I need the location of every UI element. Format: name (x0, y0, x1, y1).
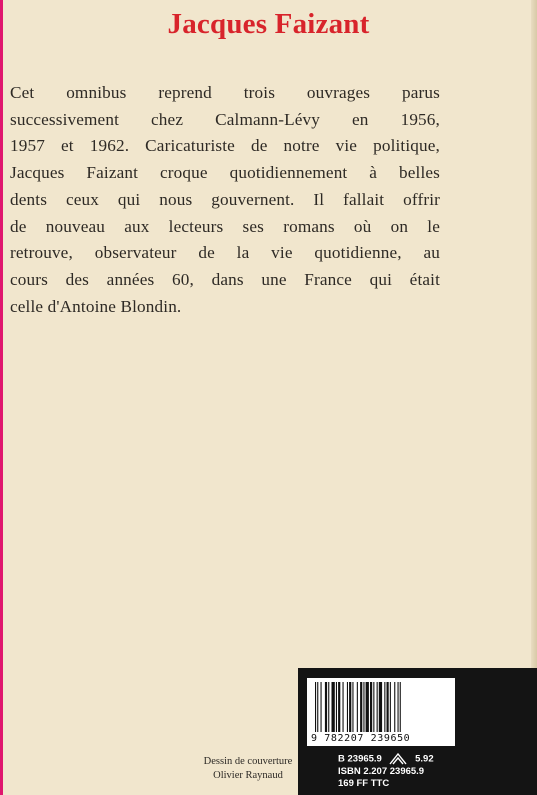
publisher-logo-icon (388, 753, 408, 765)
barcode-bars (315, 682, 447, 732)
cover-credit (193, 755, 303, 783)
barcode-digits: 9 782207 239650 (311, 733, 411, 744)
blurb-line: successivement chez Calmann-Lévy en 1956, (10, 109, 440, 129)
secondary-code: 5.92 (415, 753, 434, 765)
blurb-line: cours des années 60, dans une France qui était (10, 269, 440, 289)
blurb-line: de nouveau aux lecteurs ses romans où on le (10, 216, 440, 236)
barcode-panel (298, 668, 537, 795)
ref-row (338, 753, 528, 766)
ref-code: B 23965.9 (338, 753, 382, 765)
isbn: ISBN 2.207 23965.9 (338, 765, 425, 777)
blurb-line: retrouve, observateur de la vie quotidienne, au (10, 243, 440, 263)
credit-label: Dessin de couverture (203, 756, 293, 767)
blurb-line: celle d'Antoine Blondin. (10, 296, 182, 316)
book-codes (338, 753, 528, 790)
barcode (307, 678, 455, 746)
blurb-line: dents ceux qui nous gouvernent. Il fallait offrir (10, 189, 440, 209)
blurb-line: 1957 et 1962. Caricaturiste de notre vie politique, (10, 136, 440, 156)
credit-artist: Olivier Raynaud (213, 770, 283, 781)
author-name: Jacques Faizant (167, 8, 370, 40)
blurb-line: Cet omnibus reprend trois ouvrages parus (10, 83, 440, 102)
price: 169 FF TTC (338, 777, 390, 789)
back-cover-blurb (10, 80, 440, 320)
spine-edge (0, 0, 3, 795)
blurb-line: Jacques Faizant croque quotidiennement à belles (10, 163, 440, 183)
